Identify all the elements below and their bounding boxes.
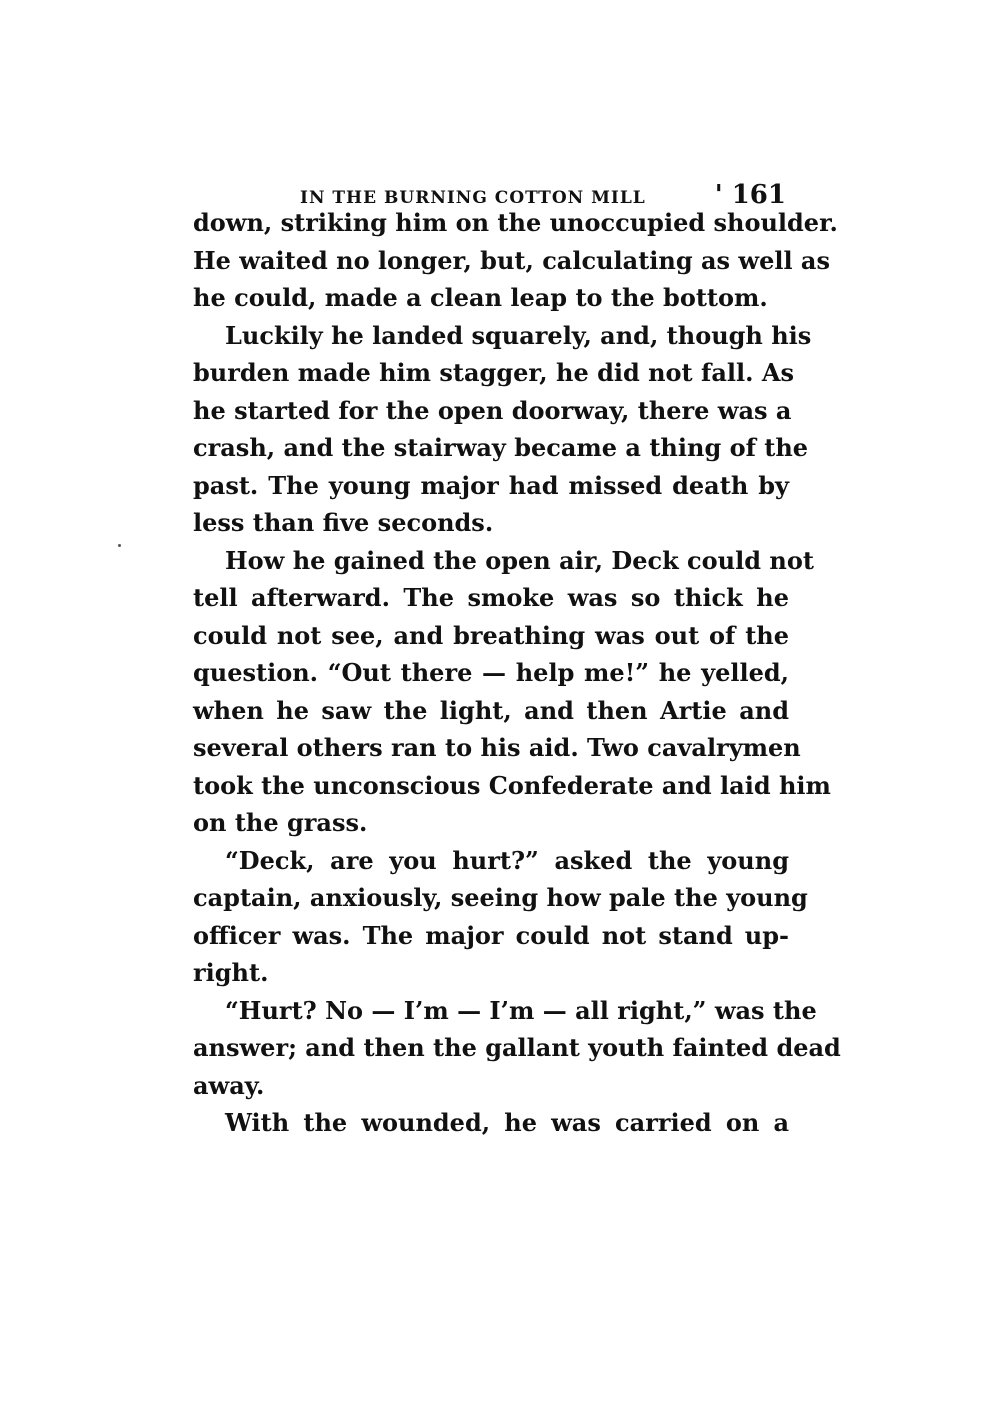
text-line: less than five seconds. [193,508,494,537]
text-line: down, striking him on the unoccupied shoulder. [193,208,838,237]
text-line: question. “Out there — help me!” he yelled, [193,658,789,687]
body-text [193,204,841,1142]
text-line: he started for the open doorway, there was a [193,395,792,425]
text-line: captain, anxiously, seeing how pale the young [193,883,808,912]
page-number: ' 161 [714,180,786,210]
text-line: he could, made a clean leap to the bottom. [193,283,768,312]
text-line: answer; and then the gallant youth fainted dead [193,1033,841,1062]
text-line: crash, and the stairway became a thing of the [193,433,809,462]
text-line: burden made him stagger, he did not fall. As [193,358,794,387]
text-line: How he gained the open air, Deck could not [225,545,814,575]
stray-ink-mark [118,544,121,547]
text-line: tell afterward. The smoke was so thick he [193,583,789,612]
text-line: took the unconscious Confederate and laid him [193,770,831,800]
text-line: when he saw the light, and then Artie and [193,695,789,725]
text-line: “Hurt? No — I’m — I’m — all right,” was the [225,995,817,1025]
text-line: Luckily he landed squarely, and, though his [225,320,812,350]
running-title: IN THE BURNING COTTON MILL [300,188,646,208]
text-line: past. The young major had missed death by [193,470,789,500]
text-line: right. [193,958,269,987]
text-line: With the wounded, he was carried on a [225,1108,789,1137]
text-line: officer was. The major could not stand up- [193,920,789,950]
text-line: on the grass. [193,808,368,837]
text-line: several others ran to his aid. Two cavalrymen [193,733,801,762]
text-line: He waited no longer, but, calculating as well as [193,245,830,275]
text-line: “Deck, are you hurt?” asked the young [225,845,789,875]
text-line: away. [193,1070,265,1100]
text-line: could not see, and breathing was out of the [193,620,789,650]
